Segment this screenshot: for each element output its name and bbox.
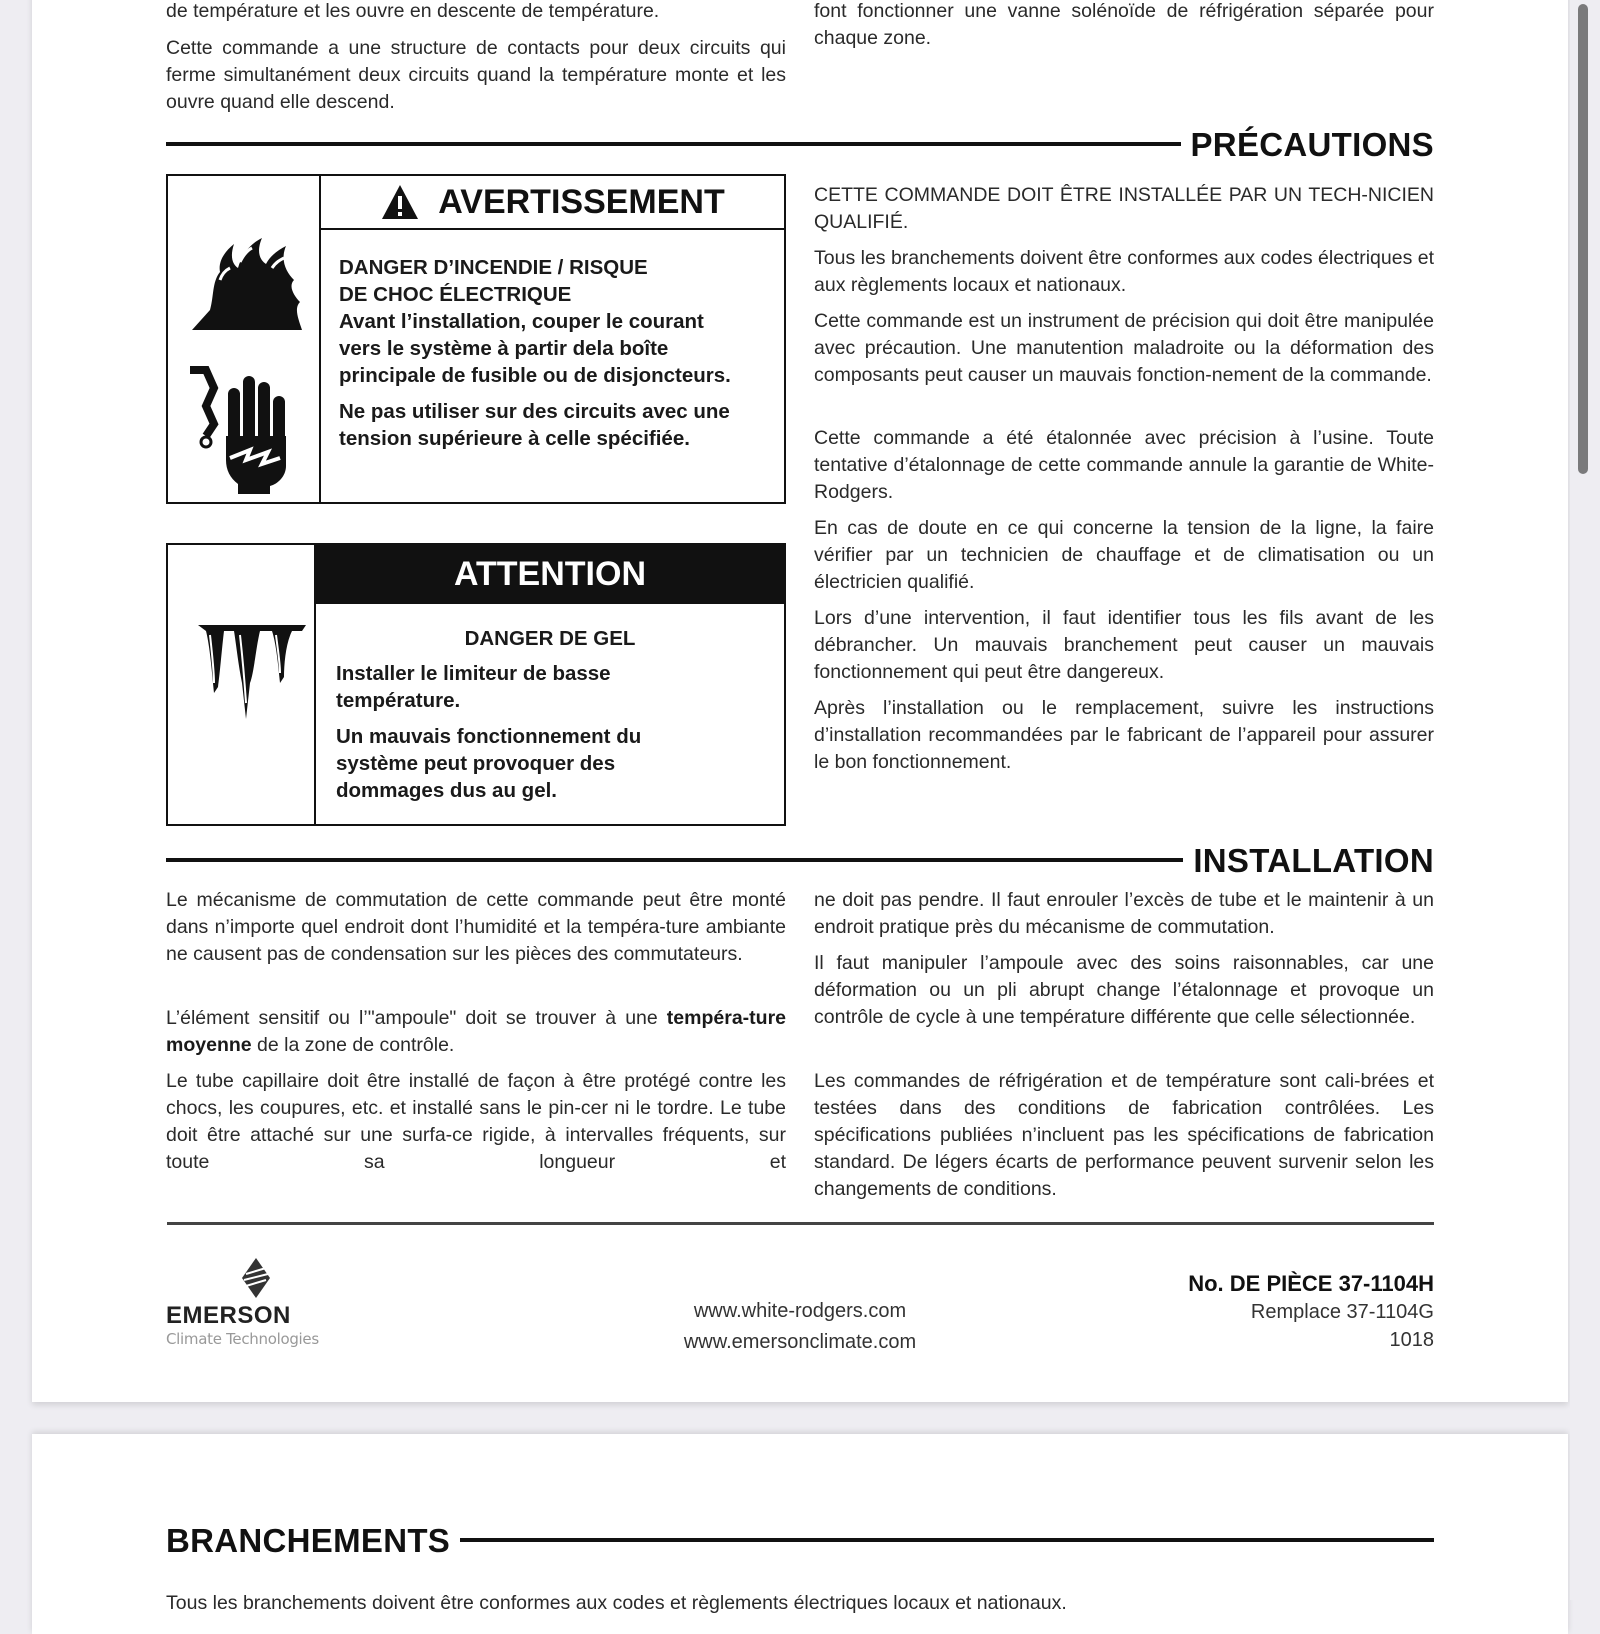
- p2-bold-text: tempéra-ture moyenne: [166, 1007, 786, 1056]
- scrollbar-track[interactable]: [1570, 0, 1600, 1600]
- installation-left-paragraph-1: Le mécanisme de commutation de cette commande peut être monté dans n’importe quel endroit dont l’humidité et la tempéra-ture ambiante ne causent pas de condensation sur les pièces des commutateurs.: [166, 889, 786, 965]
- warning-icon-column: [168, 176, 321, 502]
- caution-header-label: ATTENTION: [453, 555, 646, 593]
- caution-header: [316, 545, 784, 604]
- precautions-paragraph-5: En cas de doute en ce qui concerne la tension de la ligne, la faire vérifier par un technicien de chauffage et de climatisation ou un électricien qualifié.: [814, 517, 1434, 593]
- part-info: [1188, 1270, 1434, 1354]
- footer-rule: [167, 1222, 1434, 1225]
- heading-rule: [166, 858, 1183, 862]
- intro-right-continued: font fonctionner une vanne solénoïde de réfrigération séparée pour chaque zone.: [814, 0, 1434, 49]
- section-title-precautions: PRÉCAUTIONS: [1190, 125, 1434, 163]
- p2-text: L’élément sensitif ou l’"ampoule" doit se trouver à une: [166, 1007, 667, 1029]
- caution-consequence: Un mauvais fonctionnement du système peut provoquer des dommages dus au gel.: [336, 725, 642, 802]
- p2-text-end: de la zone de contrôle.: [251, 1034, 455, 1056]
- url-emerson-climate[interactable]: www.emersonclimate.com: [683, 1331, 917, 1353]
- caution-icon-column: [168, 545, 316, 824]
- logo-brand: EMERSON: [166, 1302, 291, 1329]
- caution-hazard: DANGER DE GEL: [464, 627, 636, 650]
- section-title-installation: INSTALLATION: [1193, 841, 1434, 879]
- section-title-branchements: BRANCHEMENTS: [166, 1521, 451, 1559]
- installation-left-paragraph-3: Le tube capillaire doit être installé de façon à être protégé contre les chocs, les coupures, etc. et installé sans le pin-cer ni le tordre. Le tube doit être attaché sur une surfa-ce rigide, à intervalles fréquents, sur toute sa longueur et: [166, 1070, 786, 1173]
- warning-hazard-line-1: DANGER D’INCENDIE / RISQUE: [339, 256, 648, 279]
- branchements-first-line: Tous les branchements doivent être conformes aux codes et règlements électriques locaux et nationaux.: [166, 1592, 1067, 1614]
- warning-box: [166, 174, 786, 504]
- precautions-paragraph-3: Cette commande est un instrument de précision qui doit être manipulée avec précaution. Une manutention maladroite ou la déformation des composants peut causer un mauvais fonction-nement de la commande.: [814, 310, 1434, 386]
- intro-left-paragraph: Cette commande a une structure de contacts pour deux circuits qui ferme simultanément deux circuits quand la température monte et les ouvre quand elle descend.: [166, 37, 786, 113]
- section-heading-installation: [166, 842, 1434, 878]
- precautions-paragraph-4: Cette commande a été étalonnée avec précision à l’usine. Toute tentative d’étalonnage de cette commande annule la garantie de White-Rodgers.: [814, 427, 1434, 503]
- emerson-logo: [166, 1258, 319, 1348]
- electric-shock-hand-icon: [188, 366, 298, 494]
- date-code: 1018: [1389, 1329, 1434, 1351]
- icicles-icon: [196, 623, 308, 723]
- warning-instruction: Avant l’installation, couper le courant vers le système à partir dela boîte principale de fusible ou de disjoncteurs.: [339, 310, 731, 387]
- warning-voltage-note: Ne pas utiliser sur des circuits avec une tension supérieure à celle spécifiée.: [339, 400, 730, 450]
- section-heading-branchements: [166, 1522, 1434, 1558]
- installation-right-paragraph-1: ne doit pas pendre. Il faut enrouler l’excès de tube et le maintenir à un endroit pratique près du mécanisme de commutation.: [814, 889, 1434, 938]
- caution-body: [316, 625, 784, 804]
- warning-body: [321, 254, 784, 452]
- warning-header-label: AVERTISSEMENT: [438, 182, 725, 221]
- warning-triangle-icon: [380, 183, 420, 221]
- warning-header: [321, 176, 784, 230]
- fire-icon: [190, 234, 305, 332]
- heading-rule: [460, 1538, 1434, 1542]
- installation-right-paragraph-3: Les commandes de réfrigération et de température sont cali-brées et testées dans des conditions de fabrication contrôlées. Les spécifications publiées n’incluent pas les spécifications de fabrication standard. De légers écarts de performance peuvent survenir selon les changements de conditions.: [814, 1070, 1434, 1200]
- section-heading-precautions: [166, 126, 1434, 162]
- precautions-paragraph-7: Après l’installation ou le remplacement, suivre les instructions d’installation recommandées par le fabricant de l’appareil pour assurer le bon fonctionnement.: [814, 697, 1434, 773]
- precautions-paragraph-6: Lors d’une intervention, il faut identifier tous les fils avant de les débrancher. Un mauvais branchement peut causer un mauvais fonctionnement qui peut être dangereux.: [814, 607, 1434, 683]
- installation-right-paragraph-2: Il faut manipuler l’ampoule avec des soins raisonnables, car une déformation ou un pli abrupt change l’étalonnage et provoque un contrôle de cycle à une température différente que celle sélectionnée.: [814, 952, 1434, 1028]
- logo-subtitle: Climate Technologies: [166, 1330, 319, 1348]
- caution-box: [166, 543, 786, 826]
- installation-left-paragraph-2: [166, 1005, 786, 1059]
- precautions-paragraph-2: Tous les branchements doivent être conformes aux codes électriques et aux règlements locaux et nationaux.: [814, 247, 1435, 296]
- intro-left-continued: de température et les ouvre en descente de température.: [166, 0, 660, 22]
- precautions-paragraph-1: CETTE COMMANDE DOIT ÊTRE INSTALLÉE PAR UN TECH-NICIEN QUALIFIÉ.: [814, 184, 1434, 233]
- emerson-diamond-icon: [236, 1258, 276, 1298]
- warning-hazard-line-2: DE CHOC ÉLECTRIQUE: [339, 283, 572, 306]
- replaces-part: Remplace 37-1104G: [1250, 1301, 1434, 1323]
- url-white-rodgers[interactable]: www.white-rodgers.com: [693, 1300, 907, 1322]
- scrollbar-thumb[interactable]: [1578, 4, 1588, 474]
- part-number: No. DE PIÈCE 37-1104H: [1188, 1271, 1434, 1296]
- footer-urls: [640, 1296, 960, 1358]
- heading-rule: [166, 142, 1181, 146]
- caution-instruction: Installer le limiteur de basse température.: [336, 662, 611, 712]
